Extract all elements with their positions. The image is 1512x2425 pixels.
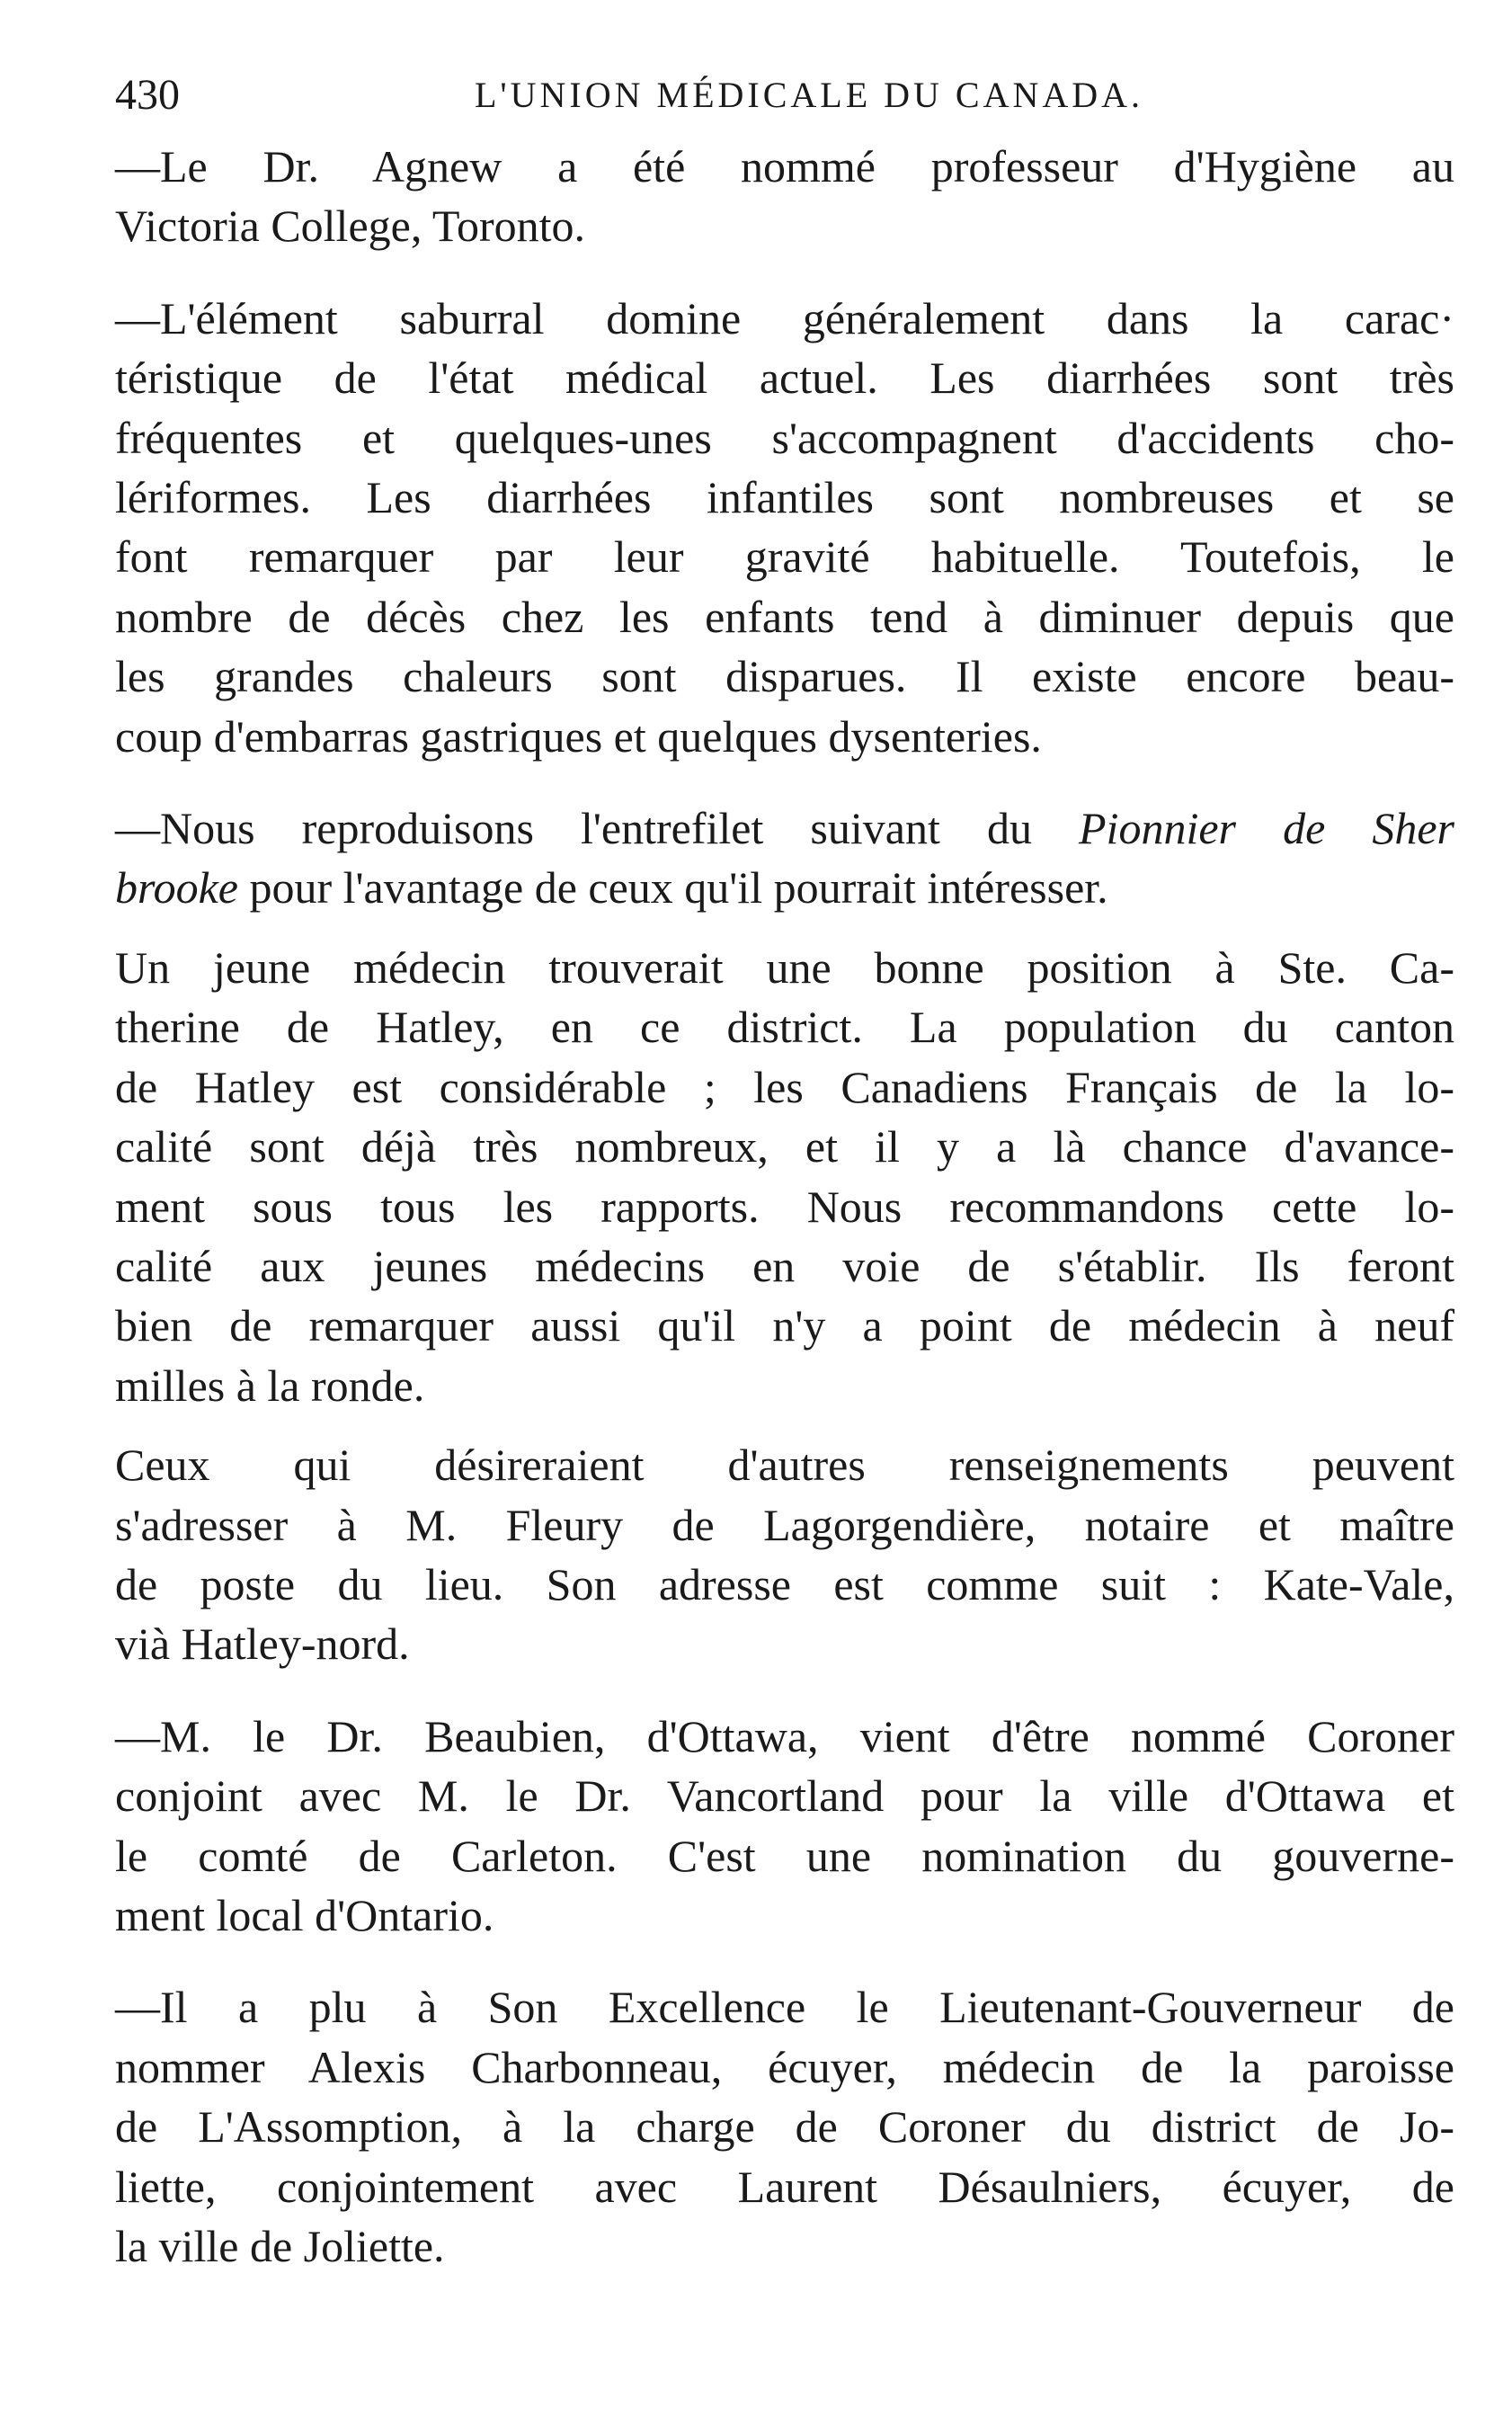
text-line: calité sont déjà très nombreux, et il y a là chance d'avance-: [115, 1121, 1454, 1172]
text-line: de L'Assomption, à la charge de Coroner du district de Jo-: [115, 2101, 1454, 2153]
text-line: Victoria College, Toronto.: [115, 201, 586, 252]
text-line: téristique de l'état médical actuel. Les diarrhées sont très: [115, 352, 1454, 404]
text-line: ment local d'Ontario.: [115, 1889, 494, 1940]
paragraph-agnew: [115, 137, 1454, 256]
text-line: —M. le Dr. Beaubien, d'Ottawa, vient d'être nommé Coroner: [115, 1710, 1454, 1761]
text-line: milles à la ronde.: [115, 1360, 425, 1411]
document-page: [115, 54, 1454, 2276]
paragraph-hatley: [115, 938, 1454, 1415]
text-line: liette, conjointement avec Laurent Désaulniers, écuyer, de: [115, 2161, 1454, 2212]
text-line: de Hatley est considérable ; les Canadiens Français de la lo-: [115, 1061, 1454, 1112]
text-segment: —Nous reproduisons l'entrefilet suivant du: [115, 803, 1080, 854]
text-line: —L'élément saburral domine généralement dans la carac·: [115, 292, 1454, 343]
paragraph-medical-state: [115, 289, 1454, 766]
text-line: la ville de Joliette.: [115, 2221, 445, 2271]
paragraph-charbonneau: [115, 1977, 1454, 2276]
running-title: L'UNION MÉDICALE DU CANADA.: [475, 75, 1144, 115]
text-line: coup d'embarras gastriques et quelques dysenteries.: [115, 710, 1042, 762]
text-line: nommer Alexis Charbonneau, écuyer, médecin de la paroisse: [115, 2041, 1454, 2092]
text-line: lériformes. Les diarrhées infantiles sont nombreuses et se: [115, 472, 1454, 523]
text-line: —Le Dr. Agnew a été nommé professeur d'Hygiène au: [115, 141, 1454, 192]
text-line: le comté de Carleton. C'est une nomination du gouverne-: [115, 1830, 1454, 1881]
text-line: de poste du lieu. Son adresse est comme suit : Kate-Vale,: [115, 1558, 1454, 1609]
article-body: [115, 137, 1454, 2276]
text-line: Un jeune médecin trouverait une bonne position à Ste. Ca-: [115, 941, 1454, 993]
paragraph-contact: [115, 1435, 1454, 1674]
text-line: therine de Hatley, en ce district. La population du canton: [115, 1002, 1454, 1053]
text-line: vià Hatley-nord.: [115, 1618, 410, 1670]
text-line: calité aux jeunes médecins en voie de s'établir. Ils feront: [115, 1240, 1454, 1291]
text-line: font remarquer par leur gravité habituelle. Toutefois, le: [115, 531, 1454, 583]
paragraph-pionnier: [115, 798, 1454, 918]
text-line: —Il a plu à Son Excellence le Lieutenant-Gouverneur de: [115, 1982, 1454, 2033]
text-line: s'adresser à M. Fleury de Lagorgendière, notaire et maître: [115, 1499, 1454, 1550]
text-line: nombre de décès chez les enfants tend à diminuer depuis que: [115, 591, 1454, 642]
text-line: ment sous tous les rapports. Nous recommandons cette lo-: [115, 1181, 1454, 1232]
text-line: fréquentes et quelques-unes s'accompagnent d'accidents cho-: [115, 412, 1454, 463]
text-line: conjoint avec M. le Dr. Vancortland pour la ville d'Ottawa et: [115, 1770, 1454, 1822]
text-line: les grandes chaleurs sont disparues. Il existe encore beau-: [115, 651, 1454, 702]
paragraph-beaubien: [115, 1707, 1454, 1946]
newspaper-title: brooke: [115, 862, 238, 914]
page-header: [115, 54, 1454, 137]
text-line: bien de remarquer aussi qu'il n'y a point de médecin à neuf: [115, 1300, 1454, 1351]
text-segment: pour l'avantage de ceux qu'il pourrait intéresser.: [238, 862, 1108, 914]
text-line: [115, 798, 1454, 858]
text-line: [115, 858, 1454, 917]
text-line: Ceux qui désireraient d'autres renseignements peuvent: [115, 1440, 1454, 1491]
newspaper-title: Pionnier de Sher: [1079, 803, 1454, 854]
page-number: 430: [115, 71, 180, 119]
